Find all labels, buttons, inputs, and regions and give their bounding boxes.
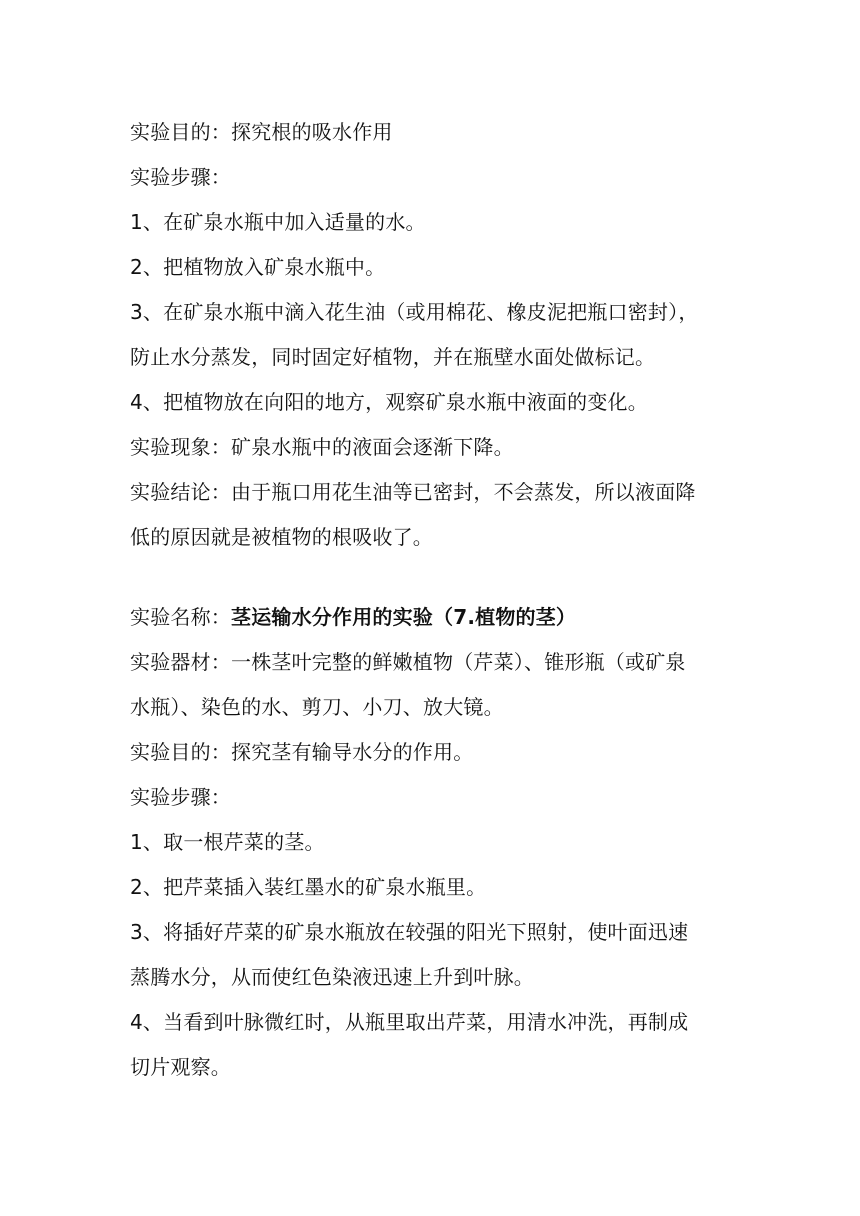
section-root-absorption [130, 110, 740, 560]
experiment-name-value: 茎运输水分作用的实验（7.植物的茎） [231, 605, 577, 629]
experiment-materials-line-1: 实验器材：一株茎叶完整的鲜嫩植物（芹菜）、锥形瓶（或矿泉 [130, 650, 686, 674]
step-4: 4、把植物放在向阳的地方，观察矿泉水瓶中液面的变化。 [130, 390, 648, 414]
step-3-line-1: 3、将插好芹菜的矿泉水瓶放在较强的阳光下照射，使叶面迅速 [130, 920, 689, 944]
step-2: 2、把芹菜插入装红墨水的矿泉水瓶里。 [130, 875, 487, 899]
step-3-line-2: 蒸腾水分，从而使红色染液迅速上升到叶脉。 [130, 965, 534, 989]
section-stem-transport [130, 595, 740, 1090]
step-4-line-2: 切片观察。 [130, 1055, 231, 1079]
step-1: 1、在矿泉水瓶中加入适量的水。 [130, 210, 426, 234]
step-1: 1、取一根芹菜的茎。 [130, 830, 325, 854]
experiment-name [130, 595, 740, 640]
step-2: 2、把植物放入矿泉水瓶中。 [130, 255, 386, 279]
section-gap [130, 560, 740, 595]
experiment-purpose: 实验目的：探究茎有输导水分的作用。 [130, 740, 474, 764]
steps-label: 实验步骤： [130, 165, 231, 189]
step-3-line-2: 防止水分蒸发，同时固定好植物，并在瓶壁水面处做标记。 [130, 345, 656, 369]
document-page [130, 110, 740, 1090]
steps-label: 实验步骤： [130, 785, 231, 809]
experiment-name-label: 实验名称： [130, 605, 231, 629]
experiment-materials-line-2: 水瓶）、染色的水、剪刀、小刀、放大镜。 [130, 695, 504, 719]
experiment-conclusion-line-1: 实验结论：由于瓶口用花生油等已密封，不会蒸发，所以液面降 [130, 480, 696, 504]
experiment-phenomenon: 实验现象：矿泉水瓶中的液面会逐渐下降。 [130, 435, 514, 459]
experiment-purpose: 实验目的：探究根的吸水作用 [130, 120, 393, 144]
experiment-conclusion-line-2: 低的原因就是被植物的根吸收了。 [130, 525, 433, 549]
step-3-line-1: 3、在矿泉水瓶中滴入花生油（或用棉花、橡皮泥把瓶口密封）， [130, 300, 699, 324]
step-4-line-1: 4、当看到叶脉微红时，从瓶里取出芹菜，用清水冲洗，再制成 [130, 1010, 689, 1034]
